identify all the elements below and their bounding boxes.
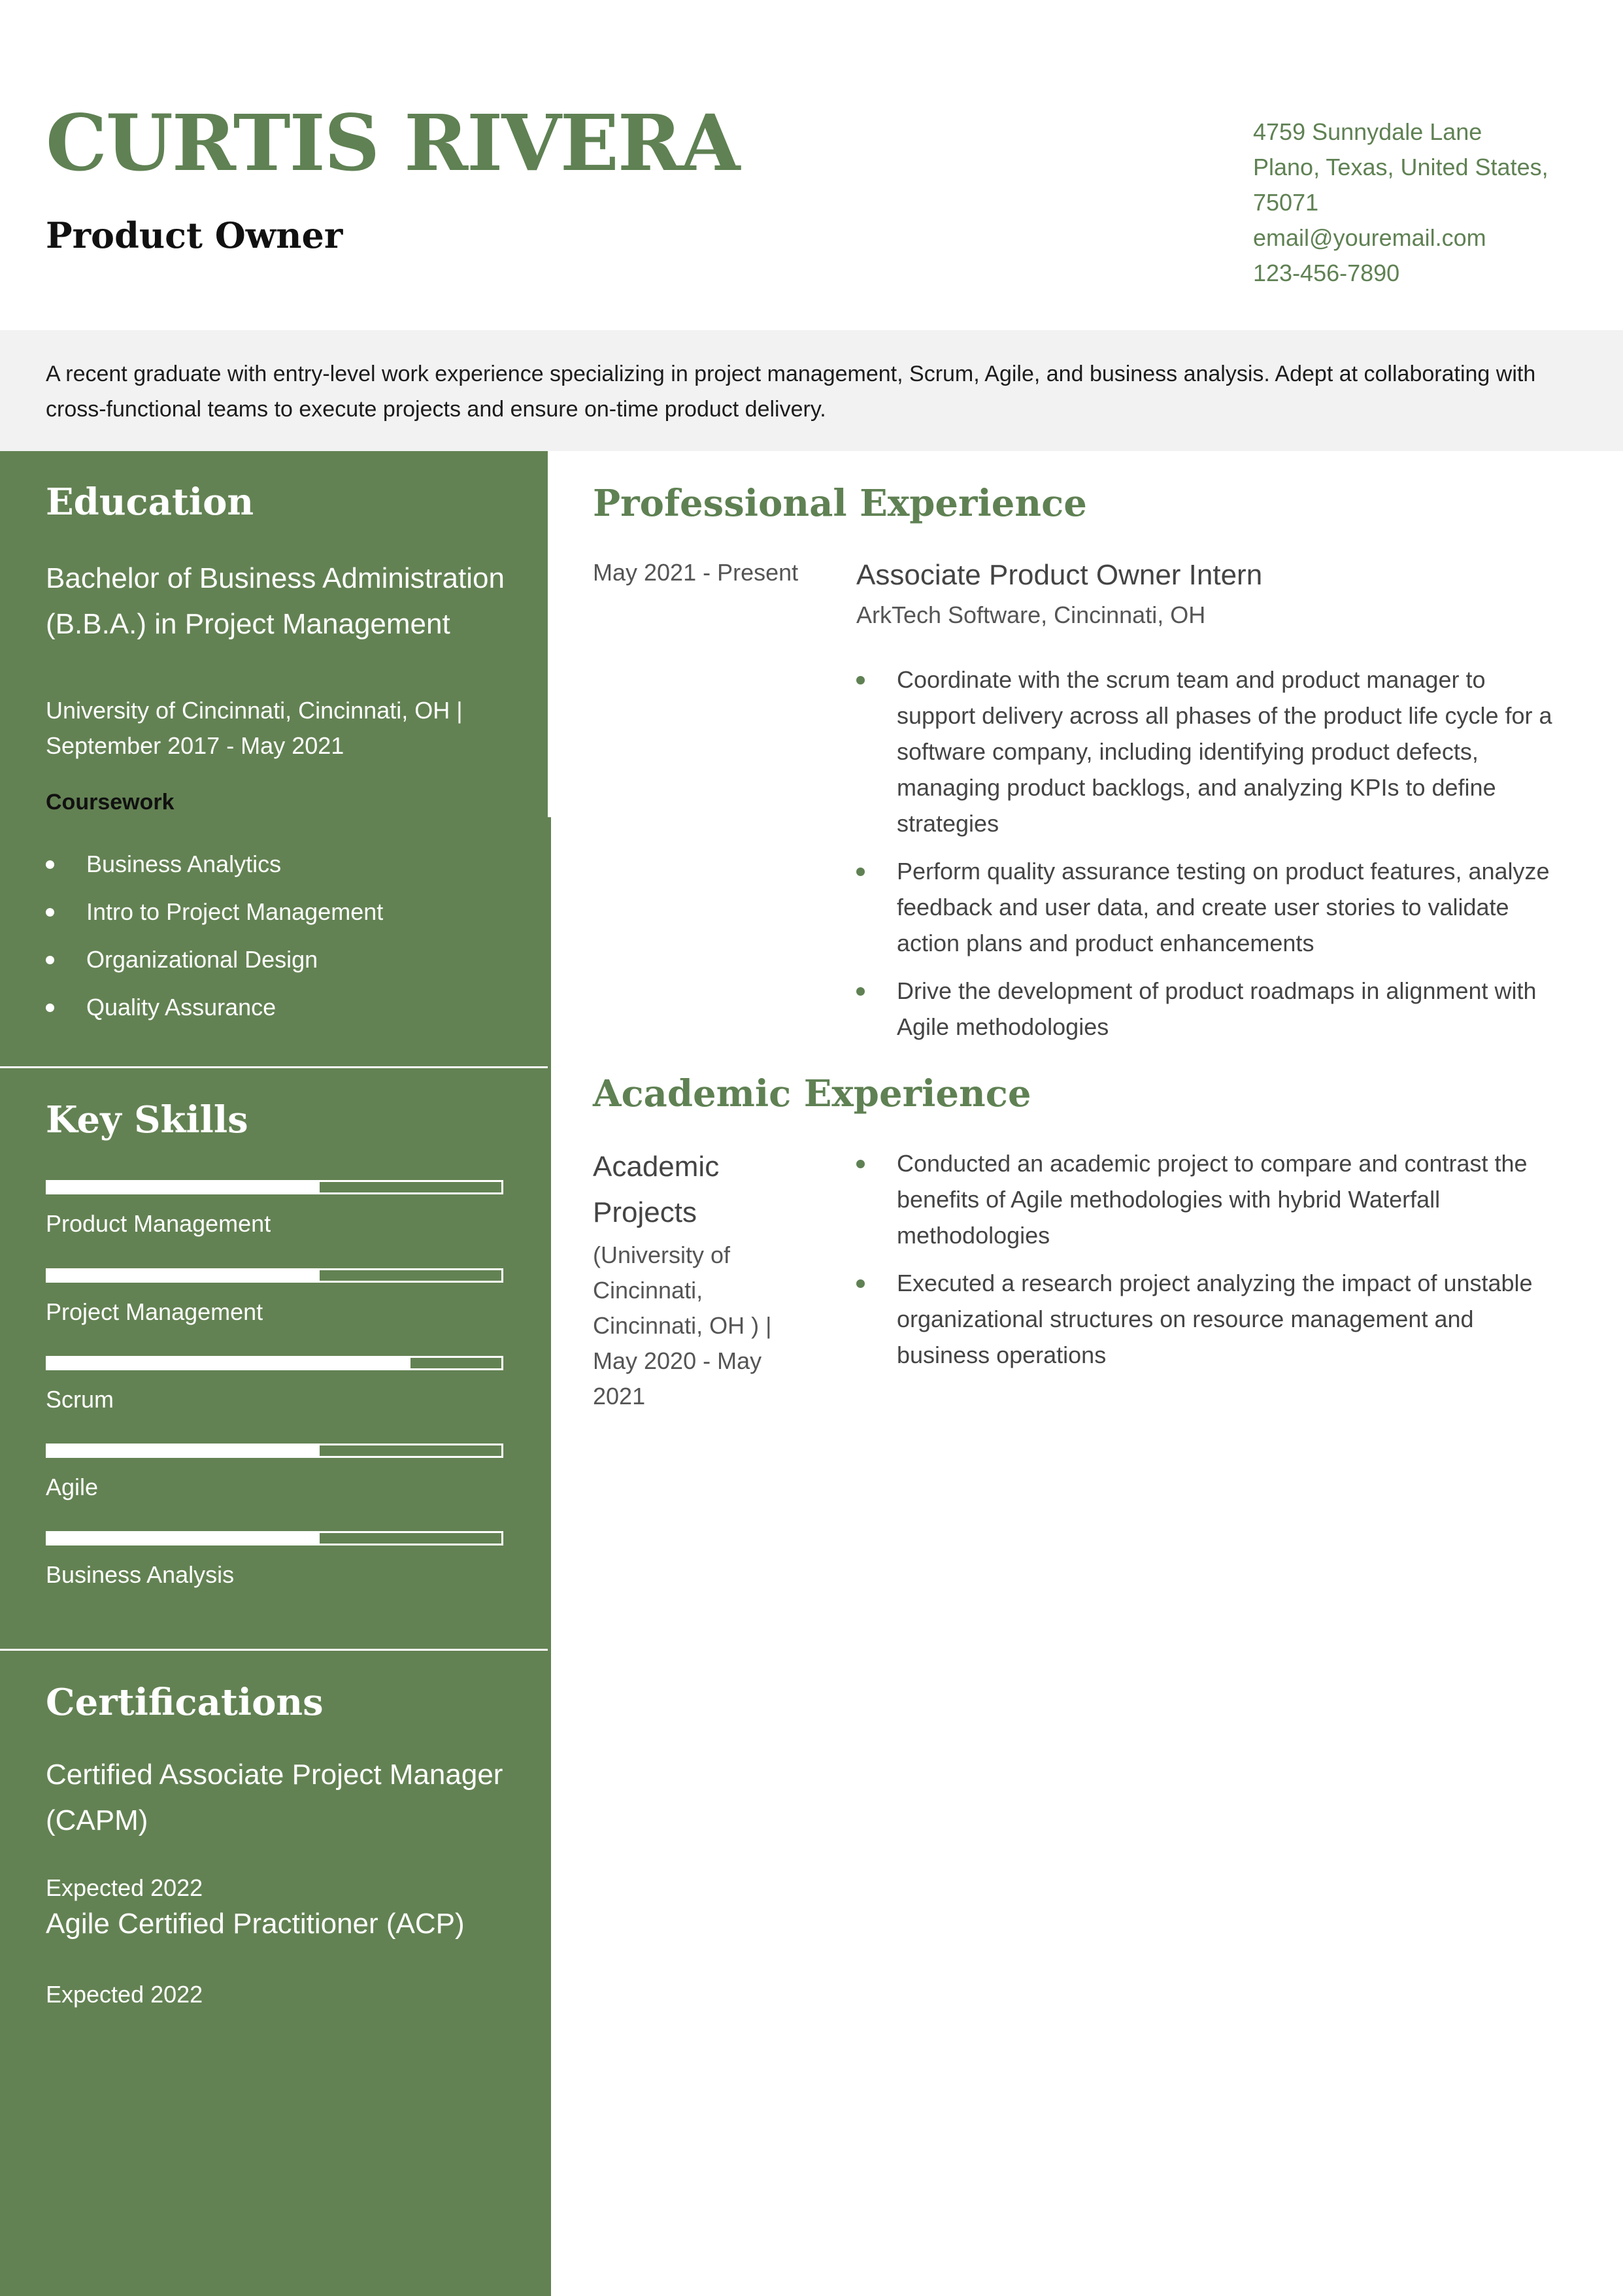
skill-label: Product Management (46, 1210, 271, 1237)
skill-bar-fill (48, 1358, 410, 1368)
skill-agile (46, 1443, 503, 1501)
certification-name: Certified Associate Project Manager (CAPM) (46, 1759, 503, 1836)
certification-date: Expected 2022 (46, 1981, 203, 2008)
experience-heading: Professional Experience (593, 482, 1087, 525)
experience-bullet: Coordinate with the scrum team and product manager to support delivery across all phases of the product life cycle for a software company, including identifying product defects, managing product backlogs, and analyzing KPIs to define strategies (856, 662, 1562, 841)
skill-scrum (46, 1356, 503, 1413)
academic-bullet: Conducted an academic project to compare and contrast the benefits of Agile methodologies with hybrid Waterfall methodologies (856, 1145, 1562, 1253)
certification-name: Agile Certified Practitioner (ACP) (46, 1908, 465, 1940)
skill-label: Agile (46, 1474, 99, 1500)
sidebar-notch (548, 451, 551, 817)
skill-business-analysis (46, 1531, 503, 1589)
course-item: Quality Assurance (46, 994, 383, 1042)
education-degree: Bachelor of Business Administration (B.B.A.) in Project Management (46, 562, 505, 640)
resume-header (0, 0, 1623, 330)
academic-meta: (University of Cincinnati, Cincinnati, OH ) | May 2020 - May 2021 (593, 1241, 772, 1410)
certification-date: Expected 2022 (46, 1874, 203, 1901)
skill-label: Business Analysis (46, 1561, 235, 1588)
sidebar (0, 451, 551, 2296)
experience-company: ArkTech Software, Cincinnati, OH (856, 601, 1206, 628)
academic-bullet: Executed a research project analyzing the impact of unstable organizational structures on resource management and business operations (856, 1265, 1562, 1373)
sidebar-divider (0, 1066, 548, 1068)
candidate-role: Product Owner (46, 214, 343, 256)
experience-bullets (856, 662, 1562, 1056)
certifications-heading: Certifications (46, 1681, 324, 1724)
address-line-2: Plano, Texas, United States, (1253, 154, 1548, 180)
candidate-name: CURTIS RIVERA (46, 97, 739, 188)
coursework-list (46, 851, 383, 1042)
education-heading: Education (46, 481, 254, 524)
skills-heading: Key Skills (46, 1098, 248, 1141)
phone-text: 123-456-7890 (1253, 260, 1400, 286)
email-text: email@youremail.com (1253, 224, 1486, 251)
academic-title: Academic Projects (593, 1151, 720, 1228)
coursework-label: Coursework (46, 790, 175, 815)
summary-text: A recent graduate with entry-level work experience specializing in project management, Scrum, Agile, and business analysis. Adept at collaborating with cross-functional teams to execute projects and ensure on-time product delivery. (46, 362, 1536, 422)
skill-product-management (46, 1180, 503, 1238)
skill-bar (46, 1356, 503, 1370)
experience-dates: May 2021 - Present (593, 559, 799, 586)
summary-band (0, 330, 1623, 451)
skill-bar-fill (48, 1445, 320, 1456)
skill-bar-fill (48, 1533, 320, 1544)
academic-bullets (856, 1145, 1562, 1385)
skill-bar-fill (48, 1270, 320, 1281)
contact-block (1253, 114, 1593, 291)
skill-bar (46, 1180, 503, 1194)
sidebar-divider (0, 1649, 548, 1651)
experience-bullet: Perform quality assurance testing on product features, analyze feedback and user data, and create user stories to validate action plans and product enhancements (856, 853, 1562, 961)
academic-heading: Academic Experience (593, 1072, 1031, 1115)
course-item: Business Analytics (46, 851, 383, 899)
skill-bar-fill (48, 1182, 320, 1192)
course-item: Intro to Project Management (46, 899, 383, 947)
skill-label: Scrum (46, 1386, 114, 1413)
skill-project-management (46, 1268, 503, 1326)
address-line-3: 75071 (1253, 189, 1319, 216)
education-school: University of Cincinnati, Cincinnati, OH | September 2017 - May 2021 (46, 697, 463, 759)
experience-bullet: Drive the development of product roadmaps in alignment with Agile methodologies (856, 973, 1562, 1045)
skill-bar (46, 1268, 503, 1283)
skill-bar (46, 1443, 503, 1458)
course-item: Organizational Design (46, 947, 383, 994)
skill-bar (46, 1531, 503, 1545)
address-line-1: 4759 Sunnydale Lane (1253, 118, 1482, 145)
experience-title: Associate Product Owner Intern (856, 559, 1263, 591)
skill-label: Project Management (46, 1298, 263, 1325)
